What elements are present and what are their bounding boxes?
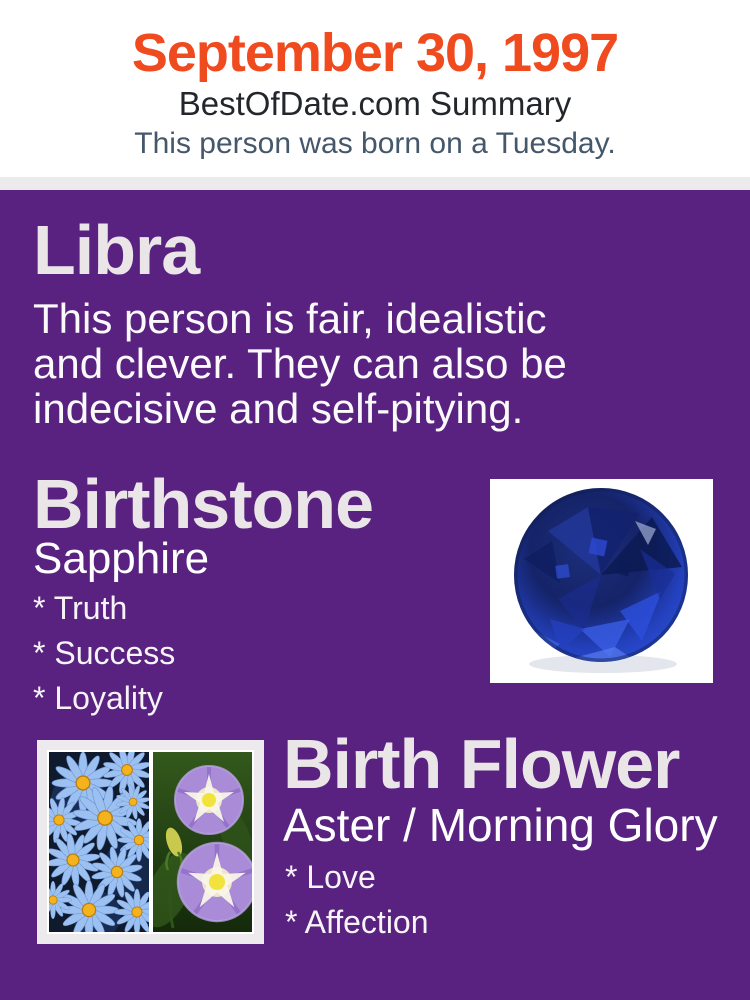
aster-photo bbox=[37, 740, 168, 943]
weekday-note: This person was born on a Tuesday. bbox=[134, 127, 616, 160]
birth-flower-trait-list bbox=[285, 855, 429, 945]
birthstone-trait: * Success bbox=[33, 635, 176, 671]
site-summary: BestOfDate.com Summary bbox=[178, 85, 572, 122]
header-divider bbox=[0, 177, 750, 190]
birth-flower-image bbox=[37, 740, 264, 944]
birthstone-name: Sapphire bbox=[33, 534, 210, 583]
zodiac-description: This person is fair, idealistic and clever. They can also be indecisive and self-pitying. bbox=[33, 295, 567, 432]
birthstone-trait-list bbox=[33, 586, 175, 721]
birth-flower-heading: Birth Flower bbox=[283, 725, 680, 803]
birth-flower-trait: * Affection bbox=[285, 904, 429, 940]
zodiac-heading: Libra bbox=[33, 211, 200, 289]
purple-panel bbox=[0, 190, 750, 1000]
morning-glory-photo bbox=[134, 752, 262, 935]
header bbox=[0, 0, 750, 177]
birthstone-trait: * Truth bbox=[33, 590, 128, 626]
birthstone-trait: * Loyality bbox=[33, 680, 163, 716]
birthstone-heading: Birthstone bbox=[33, 465, 373, 543]
sapphire-image bbox=[490, 479, 713, 683]
birth-flower-name: Aster / Morning Glory bbox=[283, 799, 718, 851]
date-title: September 30, 1997 bbox=[131, 23, 619, 83]
birth-flower-trait: * Love bbox=[285, 859, 376, 895]
